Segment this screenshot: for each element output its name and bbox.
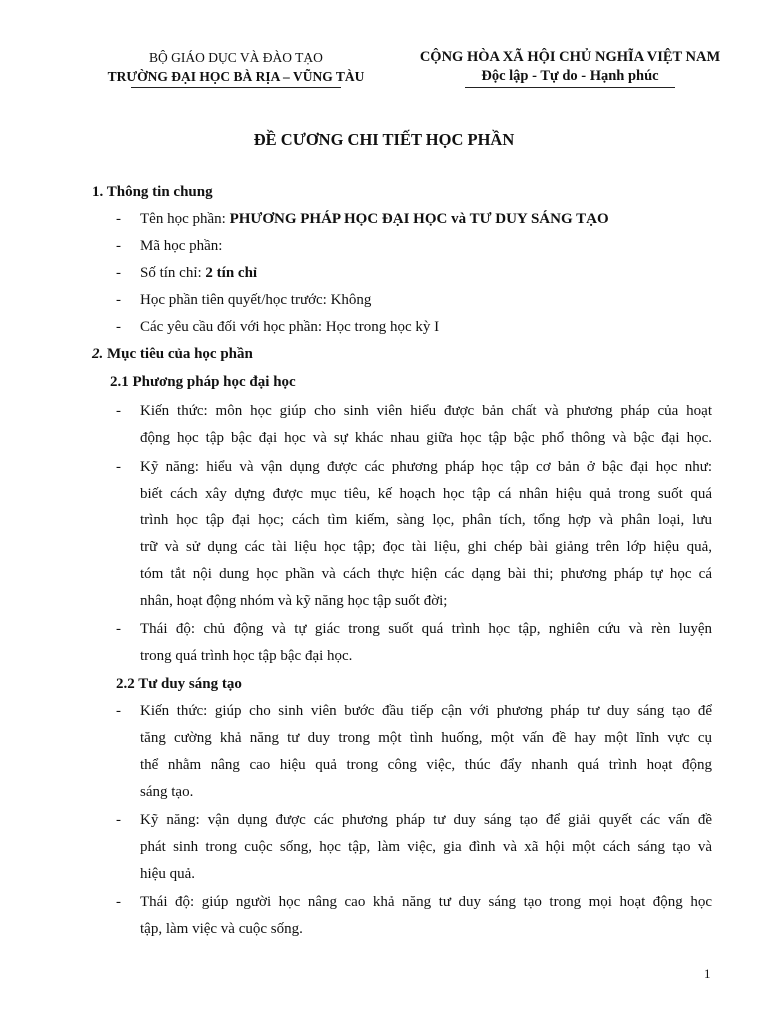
header-underline-left: [131, 87, 341, 88]
course-name-line: [140, 211, 609, 228]
prerequisite-line: Học phần tiên quyết/học trước: Không: [140, 292, 372, 308]
text-line: sáng tạo.: [140, 784, 194, 800]
ministry-name: BỘ GIÁO DỤC VÀ ĐÀO TẠO: [149, 50, 323, 65]
text-line: Kỹ năng: hiểu và vận dụng được các phương pháp học tập cơ bản ở bậc đại học như:: [140, 459, 712, 475]
subsection-2-2-heading: 2.2 Tư duy sáng tạo: [116, 676, 242, 692]
bullet: -: [116, 292, 121, 308]
text-line: trữ và sử dụng các tài liệu học tập; đọc tài liệu, ghi chép bài giảng trên lớp hiệu quả,: [140, 539, 712, 555]
bullet: -: [116, 265, 121, 281]
document-title: ĐỀ CƯƠNG CHI TIẾT HỌC PHẦN: [253, 130, 515, 149]
text-line: Kiến thức: môn học giúp cho sinh viên hiểu được bản chất và phương pháp của hoạt: [140, 403, 712, 419]
credits-label: Số tín chỉ:: [140, 265, 206, 281]
text-line: động học tập bậc đại học và sự khác nhau giữa học tập bậc phổ thông và bậc đại học.: [140, 430, 712, 446]
bullet: -: [116, 319, 121, 335]
text-line: phát sinh trong cuộc sống, học tập, làm việc, gia đình và xã hội một cách sáng tạo và: [140, 839, 712, 855]
motto: Độc lập - Tự do - Hạnh phúc: [481, 68, 659, 84]
text-line: Kỹ năng: vận dụng được các phương pháp tư duy sáng tạo để giải quyết các vấn đề: [140, 812, 712, 828]
page-number: 1: [704, 966, 711, 981]
header-underline-right: [465, 87, 675, 88]
course-name-label: Tên học phần:: [140, 211, 230, 227]
bullet: -: [116, 211, 121, 227]
republic-header: [400, 48, 740, 88]
text-line: hiệu quả.: [140, 866, 195, 882]
republic-name: CỘNG HÒA XÃ HỘI CHỦ NGHĨA VIỆT NAM: [419, 49, 721, 65]
section2-number: 2.: [92, 346, 104, 362]
ministry-header: [86, 48, 386, 88]
course-code-line: Mã học phần:: [140, 238, 223, 254]
credits-value: 2 tín chỉ: [205, 265, 258, 281]
requirements-line: Các yêu cầu đối với học phần: Học trong học kỳ I: [140, 319, 440, 335]
subsection-2-1-heading: 2.1 Phương pháp học đại học: [110, 374, 296, 390]
text-line: Thái độ: chủ động và tự giác trong suốt quá trình học tập, nghiên cứu và rèn luyện: [140, 621, 712, 637]
text-line: trong quá trình học tập bậc đại học.: [140, 648, 353, 664]
university-name: TRƯỜNG ĐẠI HỌC BÀ RỊA – VŨNG TÀU: [107, 69, 365, 84]
section1-heading: 1. Thông tin chung: [92, 184, 213, 200]
text-line: tập, làm việc và cuộc sống.: [140, 921, 303, 937]
course-name-value: PHƯƠNG PHÁP HỌC ĐẠI HỌC và TƯ DUY SÁNG TẠO: [229, 211, 609, 227]
text-line: tóm tắt nội dung học phần và cách thực hiện các dạng bài thi; phương pháp tự học cá: [140, 566, 712, 582]
text-line: Kiến thức: giúp cho sinh viên bước đầu tiếp cận với phương pháp tư duy sáng tạo để: [140, 703, 712, 719]
bullet: -: [116, 238, 121, 254]
text-line: nhân, hoạt động nhóm và kỹ năng học tập suốt đời;: [140, 593, 448, 609]
text-line: tăng cường khả năng tư duy trong một tình huống, một vấn đề hay một lĩnh vực cụ: [140, 730, 712, 746]
section2-heading: [92, 346, 253, 363]
bullet: -: [116, 403, 121, 419]
bullet: -: [116, 621, 121, 637]
bullet: -: [116, 703, 121, 719]
text-line: trình học tập đại học; cách tìm kiếm, sàng lọc, phân tích, tổng hợp và phân loại, lưu: [140, 512, 712, 528]
credits-line: [140, 265, 257, 282]
bullet: -: [116, 812, 121, 828]
bullet: -: [116, 459, 121, 475]
section2-title: Mục tiêu của học phần: [107, 346, 253, 362]
text-line: biết cách xây dựng được mục tiêu, kế hoạch học tập cá nhân hiệu quả trong suốt quá: [140, 486, 712, 502]
bullet: -: [116, 894, 121, 910]
text-line: thể nhằm nâng cao hiệu quả trong công việc, thúc đẩy nhanh quá trình hoạt động: [140, 757, 712, 773]
text-line: Thái độ: giúp người học nâng cao khả năng tư duy sáng tạo trong mọi hoạt động học: [140, 894, 712, 910]
